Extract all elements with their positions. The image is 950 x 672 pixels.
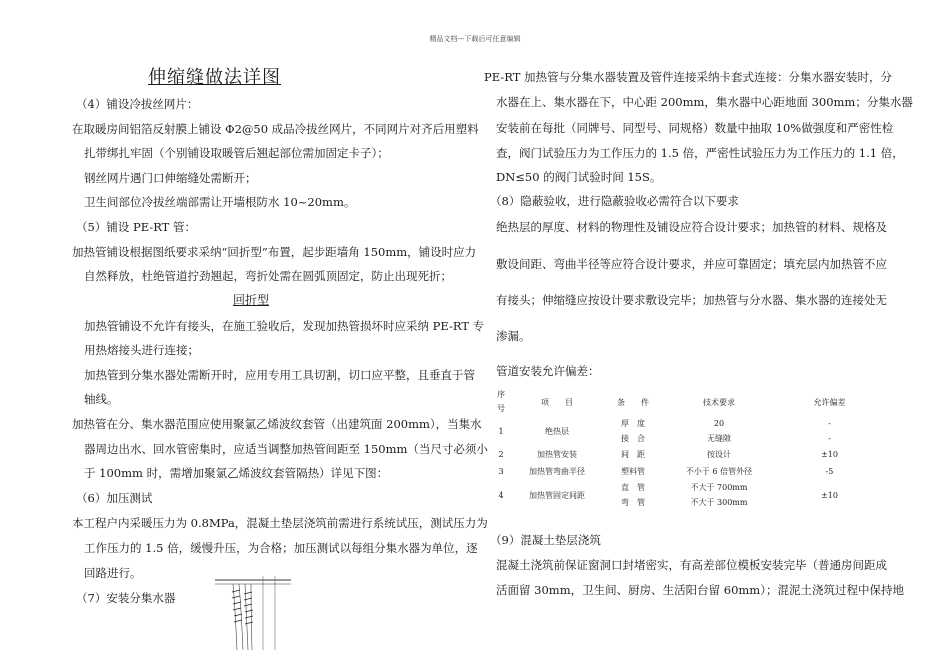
header-cell: 允许偏差 xyxy=(813,397,846,407)
table-row xyxy=(490,463,885,480)
paragraph-line: PE-RT 加热管与分集水器装置及管件连接采纳卡套式连接：分集水器安装时，分 xyxy=(484,70,893,84)
section-6-heading: （6）加压测试 xyxy=(76,491,153,505)
header-cell: 序号 xyxy=(497,390,505,413)
table-cell: 接 合 xyxy=(621,434,645,443)
section-5-heading: （5）铺设 PE-RT 管： xyxy=(76,220,196,234)
table-row xyxy=(490,416,885,431)
pipe-sleeve-figure xyxy=(213,566,293,650)
paragraph-line: 混凝土浇筑前保证窗洞口封堵密实，有高差部位模板安装完毕（普通房间距成 xyxy=(496,558,887,572)
table-cell: 塑料管 xyxy=(621,467,645,476)
paragraph-line: 扎带绑扎牢固（个别铺设取暖管后翘起部位需加固定卡子）； xyxy=(84,146,389,160)
paragraph-line: 工作压力的 1.5 倍，缓慢升压，为合格；加压测试以每组分集水器为单位，逐 xyxy=(84,541,478,555)
table-cell: 加热管弯曲半径 xyxy=(529,467,585,476)
table-cell: 无缝隙 xyxy=(707,434,731,443)
section-8-heading: （8）隐蔽验收，进行隐蔽验收必需符合以下要求 xyxy=(490,194,739,208)
paragraph-line: 加热管到分集水器处需断开时，应用专用工具切割，切口应平整，且垂直于管 xyxy=(84,368,475,382)
section-7-heading: （7）安装分集水器 xyxy=(76,591,176,605)
section-4-heading: （4）铺设冷拔丝网片： xyxy=(76,97,199,111)
installation-deviation-table xyxy=(490,388,885,510)
paragraph-line: 卫生间部位冷拔丝端部需让开墙根防水 10~20mm。 xyxy=(84,195,356,209)
table-cell: 20 xyxy=(713,419,725,428)
paragraph-line: 加热管铺设不允许有接头，在施工验收后，发现加热管损坏时应采纳 PE-RT 专 xyxy=(84,319,485,333)
table-cell: ±10 xyxy=(821,490,838,500)
section-9-heading: （9）混凝土垫层浇筑 xyxy=(490,533,601,547)
paragraph-line: 有接头；伸缩缝应按设计要求敷设完毕；加热管与分水器、集水器的连接处无 xyxy=(496,293,887,307)
table-cell: 直 管 xyxy=(621,483,645,492)
table-row xyxy=(490,480,885,495)
paragraph-line: 加热管铺设根据图纸要求采纳“回折型”布置，起步距墙角 150mm，铺设时应力 xyxy=(72,245,477,259)
paragraph-line: 于 100mm 时，需增加聚氯乙烯波纹套管隔热）详见下图： xyxy=(84,466,389,480)
paragraph-line: 在取暖房间铝箔反射膜上铺设 Φ2@50 成品冷拔丝网片，不同网片对齐后用塑料 xyxy=(72,122,479,136)
table-cell: 3 xyxy=(498,467,504,476)
table-cell: 间 距 xyxy=(621,450,645,459)
paragraph-line: 轴线。 xyxy=(84,392,119,406)
table-cell: 绝热层 xyxy=(545,426,569,436)
header-cell: 技术要求 xyxy=(703,397,735,407)
paragraph-line: 水器在上、集水器在下，中心距 200mm，集水器中心距地面 300mm；分集水器 xyxy=(496,95,913,109)
table-header-row xyxy=(490,388,885,416)
paragraph-line: 绝热层的厚度、材料的物理性及铺设应符合设计要求；加热管的材料、规格及 xyxy=(496,220,887,234)
table-row xyxy=(490,446,885,463)
paragraph-line: 本工程户内采暖压力为 0.8MPa，混凝土垫层浇筑前需进行系统试压，测试压力为 xyxy=(72,516,488,530)
paragraph-line: 加热管在分、集水器范围应使用聚氯乙烯波纹套管（出建筑面 200mm），当集水 xyxy=(72,417,482,431)
table-cell: 4 xyxy=(498,490,504,500)
paragraph-line: 自然释放，杜绝管道拧劲翘起，弯折处需在圆弧顶固定，防止出现死折； xyxy=(84,269,452,283)
table-cell: 2 xyxy=(498,450,504,459)
table-cell: 加热管固定间距 xyxy=(529,490,585,500)
page-title: 伸缩缝做法详图 xyxy=(148,67,281,88)
table-cell: 按设计 xyxy=(707,450,731,459)
table-caption: 管道安装允许偏差： xyxy=(496,364,600,378)
paragraph-line: 渗漏。 xyxy=(496,329,531,343)
table-cell: 加热管安装 xyxy=(537,450,577,459)
table-cell: ±10 xyxy=(821,450,838,459)
header-cell: 项 目 xyxy=(541,397,573,407)
paragraph-line: 敷设间距、弯曲半径等应符合设计要求，并应可靠固定；填充层内加热管不应 xyxy=(496,257,887,271)
table-cell: 1 xyxy=(498,426,504,436)
paragraph-line: 回路进行。 xyxy=(84,566,142,580)
paragraph-line: DN≤50 的阀门试验时间 15S。 xyxy=(496,170,662,184)
table-cell: 厚 度 xyxy=(621,419,645,428)
paragraph-line: 用热熔接头进行连接； xyxy=(84,343,199,357)
layout-subtitle: 回折型 xyxy=(233,293,270,307)
header-cell: 条 件 xyxy=(617,397,649,407)
table-cell: 弯 管 xyxy=(621,498,645,507)
table-cell: - xyxy=(828,419,831,428)
paragraph-line: 钢丝网片遇门口伸缩缝处需断开； xyxy=(84,171,257,185)
table-cell: -5 xyxy=(825,467,834,476)
table-cell: 不大于 700mm xyxy=(690,483,748,492)
page-header: 精品文档---下载后可任意编辑 xyxy=(429,35,521,43)
paragraph-line: 活面留 30mm，卫生间、厨房、生活阳台留 60mm）；混泥土浇筑过程中保持地 xyxy=(496,583,904,597)
table-cell: 不小于 6 倍管外径 xyxy=(685,467,753,476)
paragraph-line: 查，阀门试验压力为工作压力的 1.5 倍，严密性试验压力为工作压力的 1.1 倍， xyxy=(496,146,904,160)
table-cell: 不大于 300mm xyxy=(690,498,748,507)
paragraph-line: 安装前在每批（同牌号、同型号、同规格）数量中抽取 10%做强度和严密性检 xyxy=(496,121,894,135)
table-cell: - xyxy=(828,434,831,443)
paragraph-line: 器周边出水、回水管密集时，应适当调整加热管间距至 150mm（当尺寸必须小 xyxy=(84,442,488,456)
